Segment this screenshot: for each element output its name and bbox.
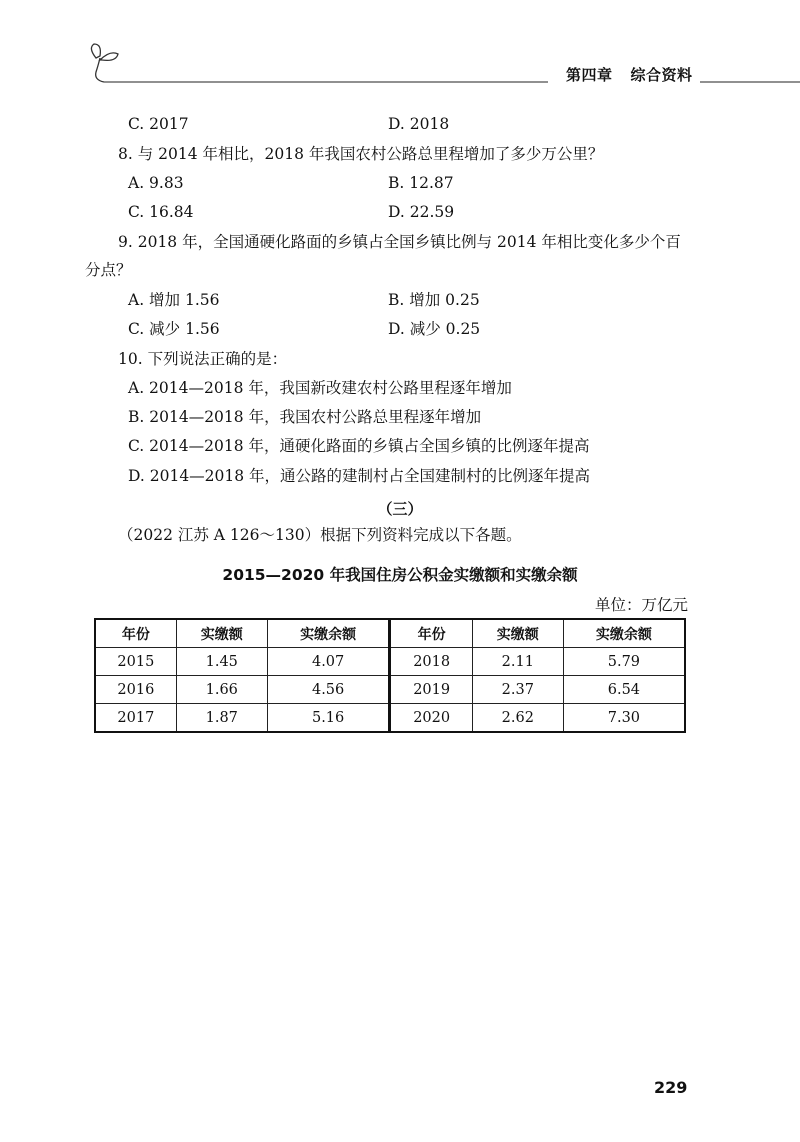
table-row xyxy=(95,704,685,733)
q8-option-b: B. 12.87 xyxy=(388,174,454,192)
table-unit: 单位：万亿元 xyxy=(594,596,688,614)
chapter-title: 综合资料 xyxy=(630,66,693,84)
q10-option-d: D. 2014—2018 年，通公路的建制村占全国建制村的比例逐年提高 xyxy=(128,467,591,485)
header-cell: 年份 xyxy=(390,619,472,648)
header-cell: 实缴余额 xyxy=(267,619,390,648)
table-cell: 1.45 xyxy=(176,648,267,676)
data-table xyxy=(94,618,686,733)
q8-option-d: D. 22.59 xyxy=(388,203,455,221)
table-cell: 2019 xyxy=(390,676,472,704)
q10-stem: 10. 下列说法正确的是： xyxy=(118,350,288,368)
header-cell: 年份 xyxy=(95,619,176,648)
table-cell: 2020 xyxy=(390,704,472,733)
page-header xyxy=(0,0,800,100)
header-cell: 实缴额 xyxy=(176,619,267,648)
q9-option-a: A. 增加 1.56 xyxy=(128,291,220,309)
q7-option-d: D. 2018 xyxy=(388,115,450,133)
q10-option-b: B. 2014—2018 年，我国农村公路总里程逐年增加 xyxy=(128,408,482,426)
q7-option-c: C. 2017 xyxy=(128,115,189,133)
header-cell: 实缴额 xyxy=(472,619,563,648)
table-cell: 5.79 xyxy=(563,648,685,676)
table-cell: 6.54 xyxy=(563,676,685,704)
q8-option-c: C. 16.84 xyxy=(128,203,194,221)
header-decoration xyxy=(0,0,800,100)
table-cell: 4.56 xyxy=(267,676,390,704)
q10-option-a: A. 2014—2018 年，我国新改建农村公路里程逐年增加 xyxy=(128,379,512,397)
table-cell: 2017 xyxy=(95,704,176,733)
chapter-label xyxy=(560,64,699,85)
table-cell: 7.30 xyxy=(563,704,685,733)
q8-option-a: A. 9.83 xyxy=(128,174,184,192)
q10-option-c: C. 2014—2018 年，通硬化路面的乡镇占全国乡镇的比例逐年提高 xyxy=(128,437,590,455)
table-cell: 1.87 xyxy=(176,704,267,733)
table-cell: 2015 xyxy=(95,648,176,676)
table-cell: 2.11 xyxy=(472,648,563,676)
q9-stem-line2: 分点？ xyxy=(85,261,132,279)
header-cell: 实缴余额 xyxy=(563,619,685,648)
sprout-icon xyxy=(91,44,118,82)
page-number: 229 xyxy=(654,1078,688,1097)
table-cell: 2018 xyxy=(390,648,472,676)
chapter-number: 第四章 xyxy=(566,66,613,84)
table-cell: 4.07 xyxy=(267,648,390,676)
q9-option-d: D. 减少 0.25 xyxy=(388,320,481,338)
q9-option-b: B. 增加 0.25 xyxy=(388,291,480,309)
intro-text: （2022 江苏 A 126～130）根据下列资料完成以下各题。 xyxy=(118,526,522,544)
table-row xyxy=(95,648,685,676)
table-row xyxy=(95,676,685,704)
q9-stem-line1: 9. 2018 年，全国通硬化路面的乡镇占全国乡镇比例与 2014 年相比变化多少个百 xyxy=(118,233,681,251)
table-cell: 5.16 xyxy=(267,704,390,733)
table-cell: 2.62 xyxy=(472,704,563,733)
q8-stem: 8. 与 2014 年相比，2018 年我国农村公路总里程增加了多少万公里？ xyxy=(118,145,604,163)
section-heading: （三） xyxy=(377,500,423,518)
table-title: 2015—2020 年我国住房公积金实缴额和实缴余额 xyxy=(222,566,578,584)
table-cell: 1.66 xyxy=(176,676,267,704)
q9-option-c: C. 减少 1.56 xyxy=(128,320,220,338)
table-cell: 2016 xyxy=(95,676,176,704)
table-header-row xyxy=(95,619,685,648)
table-cell: 2.37 xyxy=(472,676,563,704)
